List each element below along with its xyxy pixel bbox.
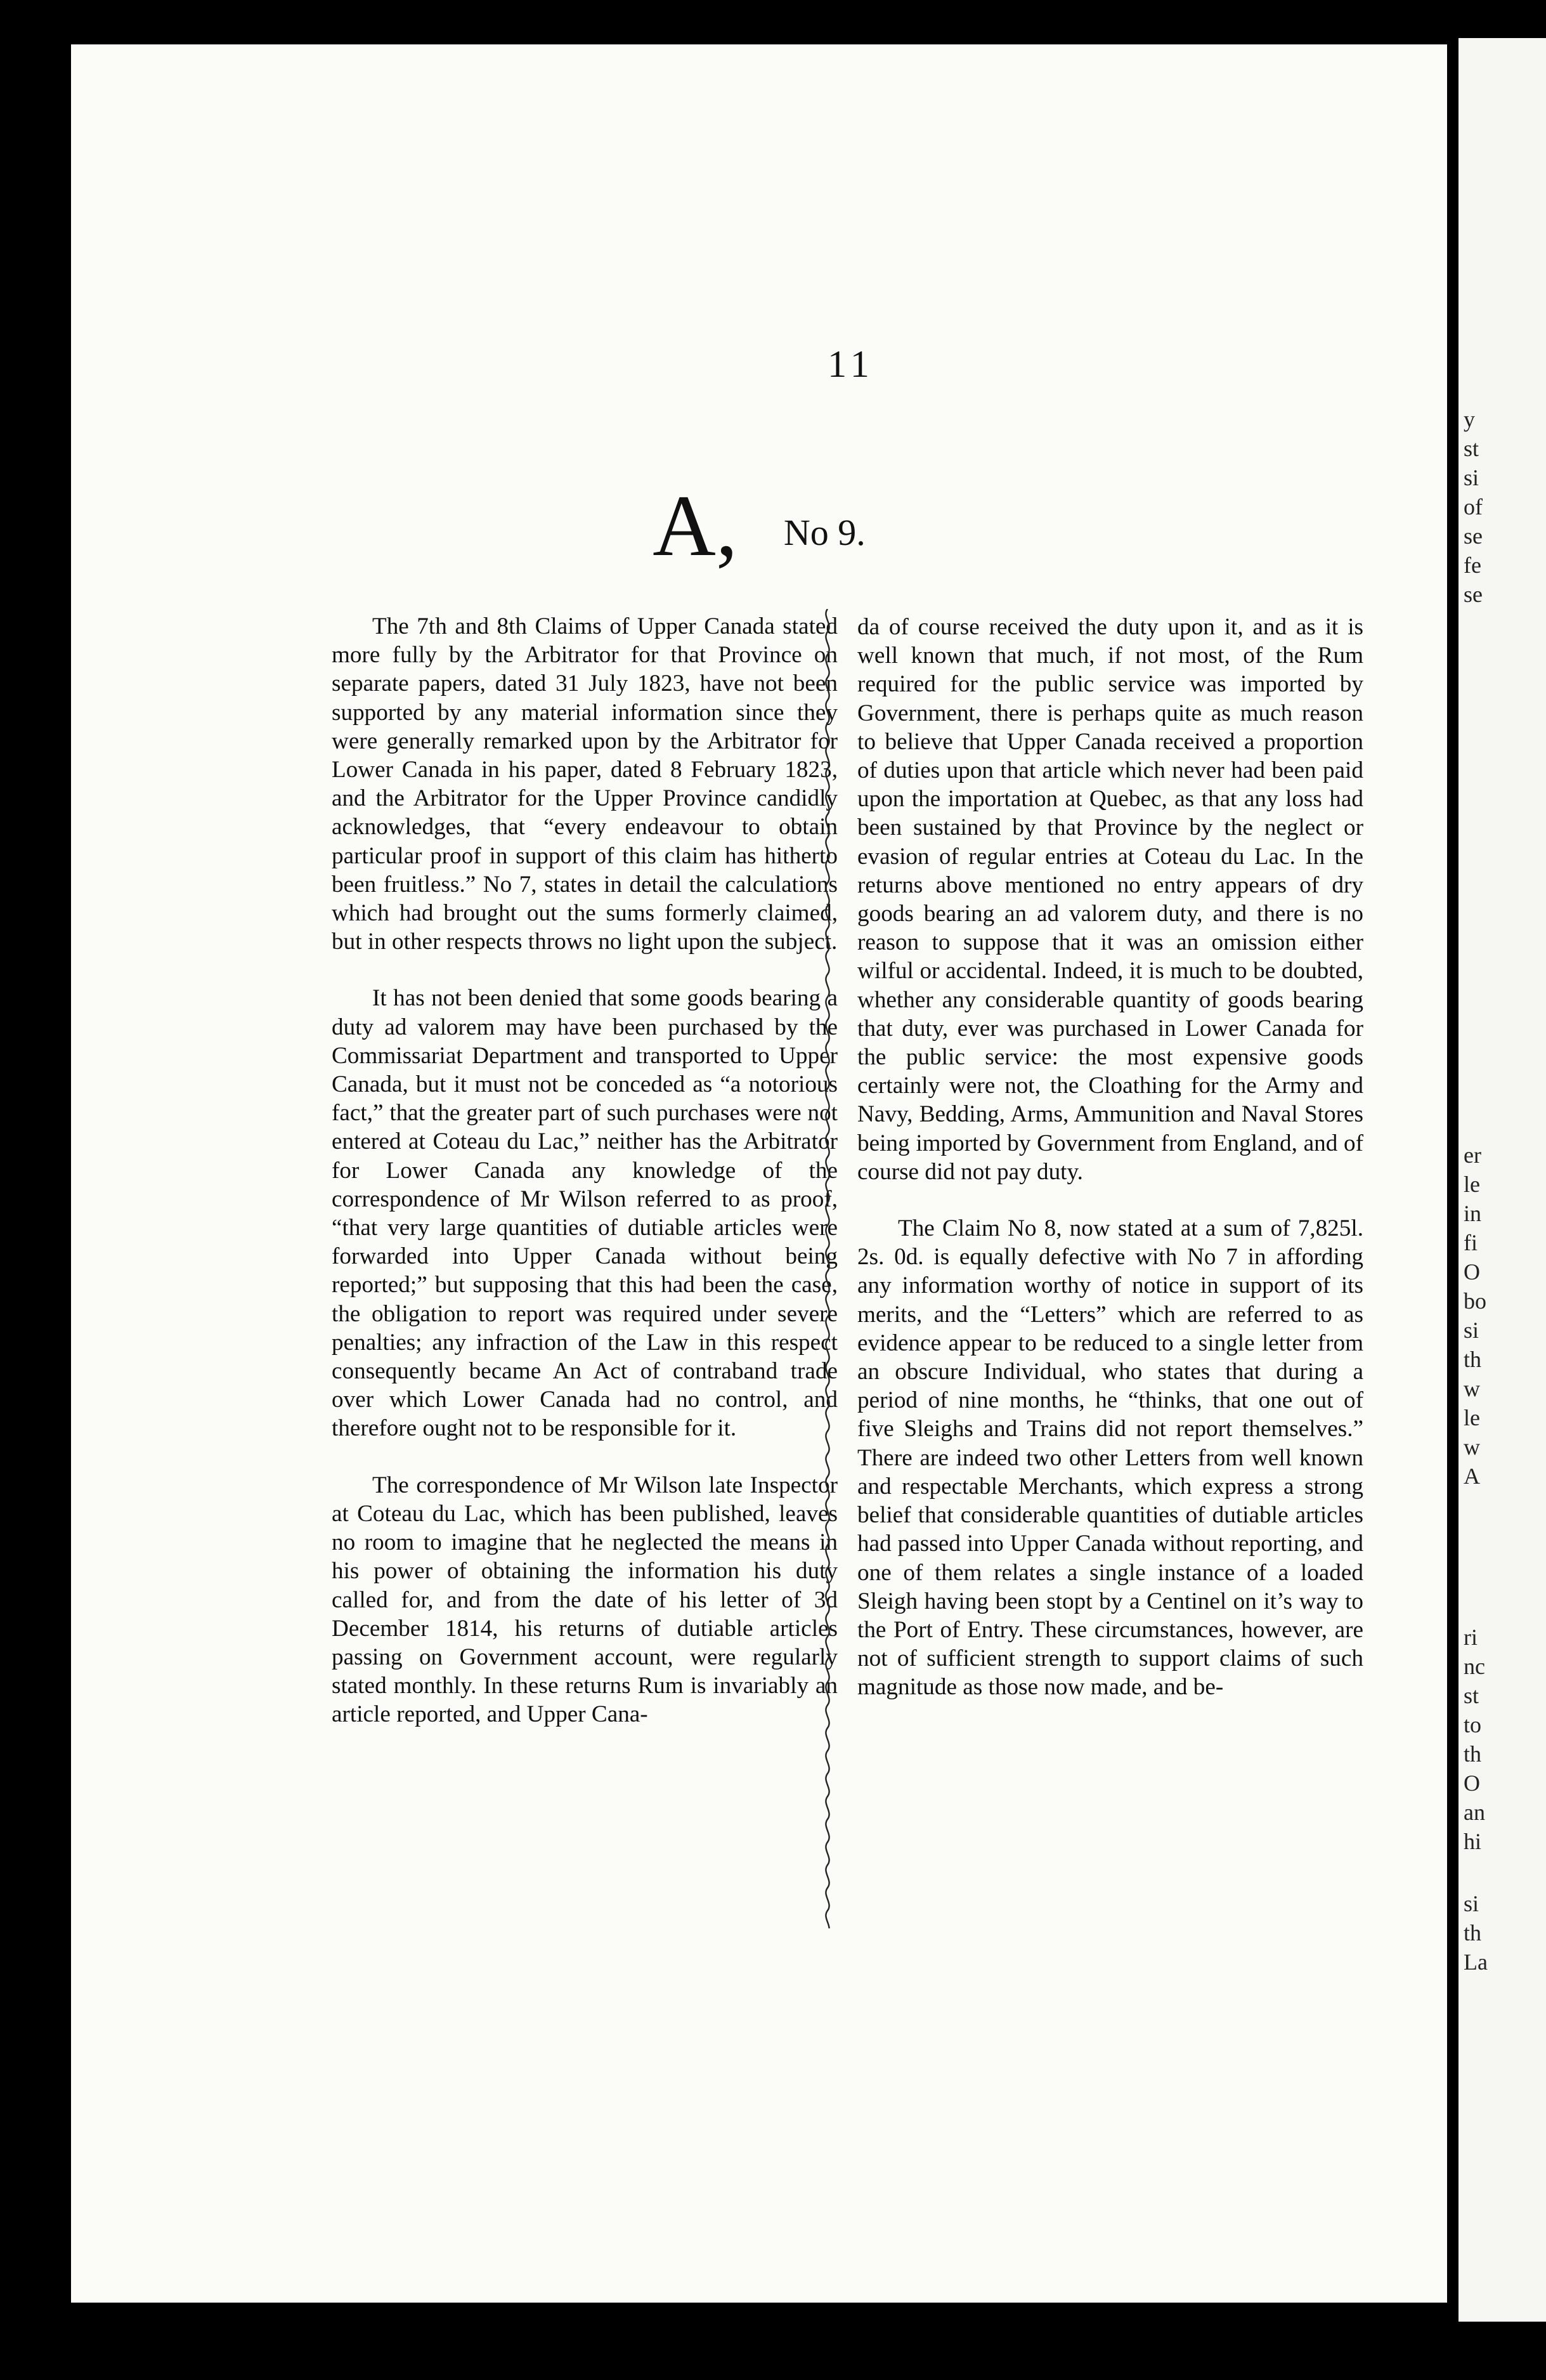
adjacent-page-fragment: w [1464,1376,1480,1401]
paragraph: da of course received the duty upon it, and as it is well known that much, if not most, of the Rum required for the public service was imported by Government, there is perhaps quite as much reason to believe that Upper Canada received a proportion of duties upon that article which never had been paid upon the importation at Quebec, as that any loss had been sustained by that Province by the neglect or evasion of regular entries at Coteau du Lac. In the returns above mentioned no entry appears of dry goods bearing an ad valorem duty, and there is no reason to suppose that it was an omission either wilful or accidental. Indeed, it is much to be doubted, whether any considerable quantity of goods bearing that duty, ever was purchased in Lower Canada for the public service: the most expensive goods certainly were not, the Cloathing for the Army and Navy, Bedding, Arms, Ammunition and Naval Stores being imported by Government from England, and of course did not pay duty. [857,614,1363,1185]
adjacent-page-fragment: O [1464,1259,1480,1285]
right-column [857,613,1363,1702]
adjacent-page-fragment: w [1464,1434,1480,1460]
document-page [71,44,1447,2303]
adjacent-page-fragment: si [1464,1891,1479,1916]
adjacent-page-fragment: st [1464,436,1479,461]
heading-letter: A, [653,477,738,574]
adjacent-page-fragment: si [1464,1318,1479,1343]
adjacent-page-fragment: of [1464,494,1483,520]
adjacent-page-fragment: se [1464,582,1483,607]
adjacent-page-fragment: le [1464,1405,1480,1430]
paragraph: It has not been denied that some goods bearing a duty ad valorem may have been purchased by the Commissariat Department and transported to Upper Canada, but it must not be conceded as “a notorious fact,” that the greater part of such purchases were not entered at Coteau du Lac,” neither has the Arbitrator for Lower Canada any knowledge of the correspondence of Mr Wilson referred to as proof, “that very large quantities of dutiable articles were forwarded into Upper Canada without being reported;” but supposing that this had been the case, the obligation to report was required under severe penalties; any infraction of the Law in this respect consequently became An Act of contraband trade over which Lower Canada had no control, and therefore ought not to be responsible for it. [332,985,838,1442]
adjacent-page-fragment: le [1464,1172,1480,1197]
heading-number: No 9. [783,512,866,553]
adjacent-page-fragment: th [1464,1347,1482,1372]
adjacent-page-fragment: A [1464,1463,1480,1489]
column-divider-rule [819,609,836,1928]
paragraph: The 7th and 8th Claims of Upper Canada stated more fully by the Arbitrator for that Province on separate papers, dated 31 July 1823, have not been supported by any material information since they were generally remarked upon by the Arbitrator for Lower Canada in his paper, dated 8 February 1823, and the Arbitrator for the Upper Province candidly acknowledges, that “every endeavour to obtain particular proof in support of this claim has hitherto been fruitless.” No 7, states in detail the calculations which had brought out the sums formerly claimed, but in other respects throws no light upon the subject. [332,613,838,955]
adjacent-page-fragment: y [1464,407,1475,432]
adjacent-page-fragment: fe [1464,552,1481,578]
adjacent-page-fragment: O [1464,1770,1480,1796]
adjacent-page-fragment: th [1464,1920,1482,1945]
adjacent-page-fragment: nc [1464,1654,1485,1679]
adjacent-page-fragment: ri [1464,1625,1478,1650]
paragraph: The correspondence of Mr Wilson late Inspector at Coteau du Lac, which has been published, leaves no room to imagine that he neglected the means in his power of obtaining the information his duty called for, and from the date of his letter of 3d December 1814, his returns of dutiable articles passing on Government account, were regularly stated monthly. In these returns Rum is invariably an article reported, and Upper Cana- [332,1472,838,1728]
page-number: 11 [828,343,874,385]
adjacent-page-fragment: st [1464,1683,1479,1708]
adjacent-page-fragment: to [1464,1712,1482,1737]
adjacent-page-fragment: an [1464,1800,1485,1825]
adjacent-page-fragment: si [1464,465,1479,490]
adjacent-page-fragment: se [1464,523,1483,549]
adjacent-page-fragment: fi [1464,1230,1478,1255]
adjacent-page-fragment: er [1464,1142,1481,1168]
adjacent-page-fragment: th [1464,1741,1482,1767]
adjacent-page-fragment: hi [1464,1829,1482,1854]
left-column [332,612,838,1729]
adjacent-page-fragment: La [1464,1949,1488,1975]
adjacent-page-fragment: bo [1464,1288,1486,1314]
paragraph: The Claim No 8, now stated at a sum of 7,825l. 2s. 0d. is equally defective with No 7 in affording any information worthy of notice in support of its merits, and the “Letters” which are referred to as evidence appear to be reduced to a single letter from an obscure Individual, who states that during a period of nine months, he “thinks, that one out of five Sleighs and Trains did not report themselves.” There are indeed two other Letters from well known and respectable Merchants, which express a strong belief that considerable quantities of dutiable articles had passed into Upper Canada without reporting, and one of them relates a single instance of a loaded Sleigh having been stopt by a Centinel on it’s way to the Port of Entry. These circumstances, however, are not of sufficient strength to support claims of such magnitude as those now made, and be- [857,1215,1363,1701]
section-heading [71,477,1447,574]
adjacent-page-edge [1458,38,1546,2322]
adjacent-page-fragment: in [1464,1201,1482,1226]
